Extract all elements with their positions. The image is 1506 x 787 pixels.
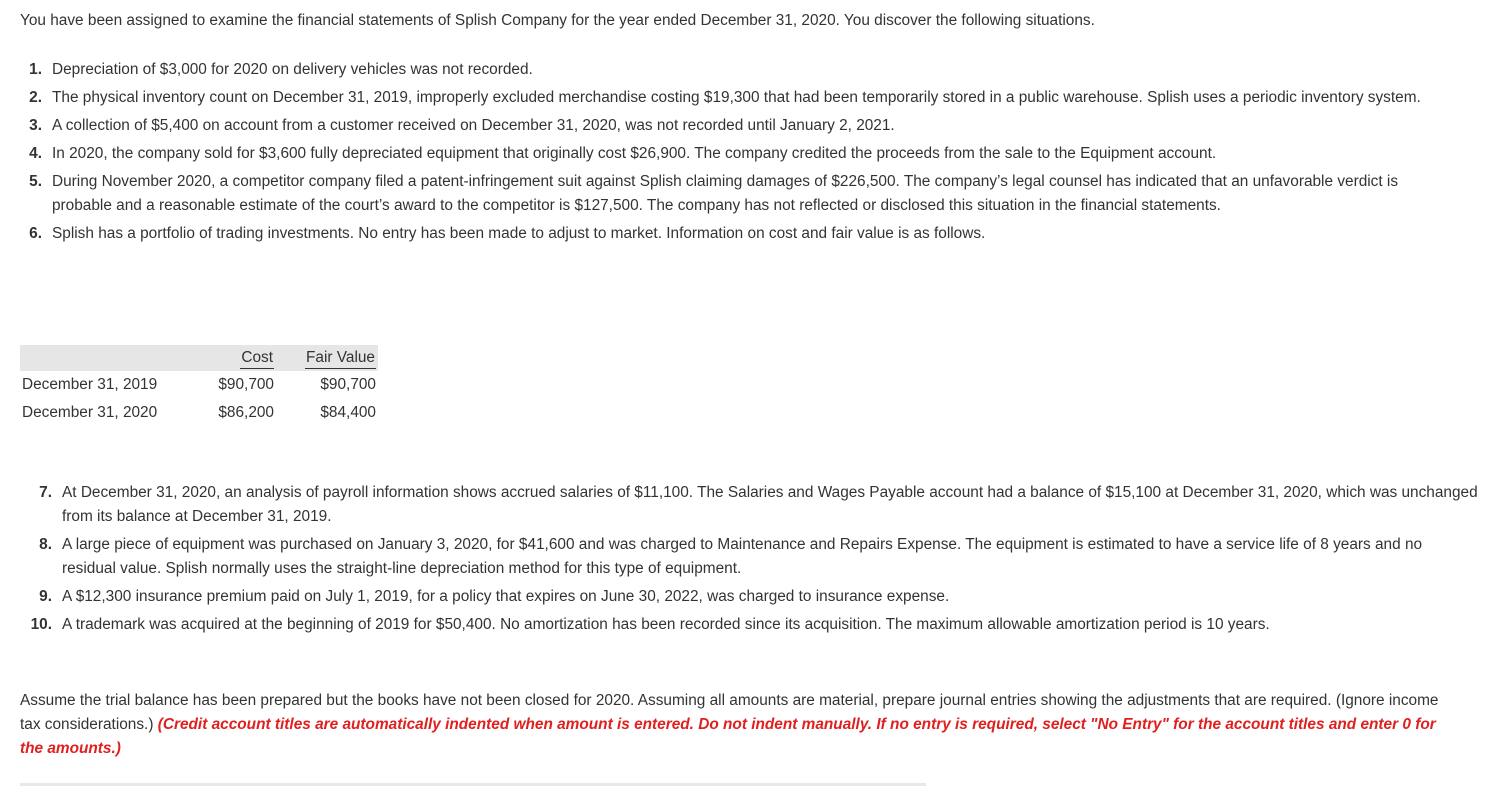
item-number: 8. — [39, 536, 52, 553]
list-item — [20, 114, 1460, 138]
item-text: In 2020, the company sold for $3,600 fully depreciated equipment that originally cost $26,900. The company credited the proceeds from the sale to the Equipment account. — [52, 145, 1217, 162]
item-text: A trademark was acquired at the beginning of 2019 for $50,400. No amortization has been recorded since its acquisition. The maximum allowable amortization period is 10 years. — [62, 616, 1270, 633]
item-number: 7. — [39, 484, 52, 501]
row-cost: $86,200 — [218, 404, 274, 421]
list-item — [20, 142, 1460, 166]
item-text: A large piece of equipment was purchased on January 3, 2020, for $41,600 and was charged to Maintenance and Repairs Expense. The equipment is estimated to have a service life of 8 years and no residual value. Splish normally uses the straight-line depreciation method for this type of equipment. — [62, 536, 1423, 577]
header-label — [20, 345, 184, 371]
item-number: 6. — [29, 225, 42, 242]
instructions-text: Assume the trial balance has been prepared but the books have not been closed for 2020. Assuming all amounts are material, prepare journal entries showing the adjustments that are required. (Ignore income tax considerations.) — [20, 692, 1439, 733]
item-number: 9. — [39, 588, 52, 605]
header-fair-value: Fair Value — [305, 349, 376, 369]
instructions-note: (Credit account titles are automatically indented when amount is entered. Do not indent manually. If no entry is required, select "No Entry" for the account titles and enter 0 for the amounts.) — [20, 716, 1436, 757]
item-number: 4. — [29, 145, 42, 162]
table-row — [20, 371, 378, 399]
item-text: The physical inventory count on December 31, 2019, improperly excluded merchandise costing $19,300 that had been temporarily stored in a public warehouse. Splish uses a periodic inventory system. — [52, 89, 1421, 106]
row-cost: $90,700 — [218, 376, 274, 393]
item-text: Splish has a portfolio of trading investments. No entry has been made to adjust to market. Information on cost and fair value is as follows. — [52, 225, 986, 242]
item-number: 2. — [29, 89, 42, 106]
list-item — [20, 613, 1480, 637]
list-item — [20, 86, 1460, 110]
item-text: A collection of $5,400 on account from a customer received on December 31, 2020, was not recorded until January 2, 2021. — [52, 117, 895, 134]
item-text: A $12,300 insurance premium paid on July 1, 2019, for a policy that expires on June 30, 2022, was charged to insurance expense. — [62, 588, 950, 605]
item-text: Depreciation of $3,000 for 2020 on delivery vehicles was not recorded. — [52, 61, 533, 78]
list-item — [20, 170, 1460, 218]
list-item — [20, 58, 1460, 82]
row-fair-value: $84,400 — [320, 404, 376, 421]
row-fair-value: $90,700 — [320, 376, 376, 393]
divider — [20, 783, 926, 786]
investments-table — [20, 345, 378, 427]
item-text: At December 31, 2020, an analysis of payroll information shows accrued salaries of $11,100. The Salaries and Wages Payable account had a balance of $15,100 at December 31, 2020, which was unchanged from its balance at December 31, 2019. — [62, 484, 1478, 525]
item-text: During November 2020, a competitor company filed a patent-infringement suit against Splish claiming damages of $226,500. The company’s legal counsel has indicated that an unfavorable verdict is probable and a reasonable estimate of the court’s award to the competitor is $127,500. The company has not reflected or disclosed this situation in the financial statements. — [52, 173, 1399, 214]
situations-list-1-6 — [20, 58, 1460, 250]
row-date: December 31, 2020 — [22, 404, 158, 421]
list-item — [20, 481, 1480, 529]
header-cost: Cost — [240, 349, 274, 369]
item-number: 1. — [29, 61, 42, 78]
list-item — [20, 222, 1460, 246]
item-number: 10. — [30, 616, 52, 633]
table-row — [20, 399, 378, 427]
problem-intro: You have been assigned to examine the financial statements of Splish Company for the year ended December 31, 2020. You discover the following situations. — [20, 12, 1095, 29]
table-header-row — [20, 345, 378, 371]
item-number: 5. — [29, 173, 42, 190]
list-item — [20, 585, 1480, 609]
instructions-paragraph — [20, 689, 1460, 761]
item-number: 3. — [29, 117, 42, 134]
situations-list-7-10 — [20, 481, 1480, 641]
list-item — [20, 533, 1480, 581]
row-date: December 31, 2019 — [22, 376, 158, 393]
